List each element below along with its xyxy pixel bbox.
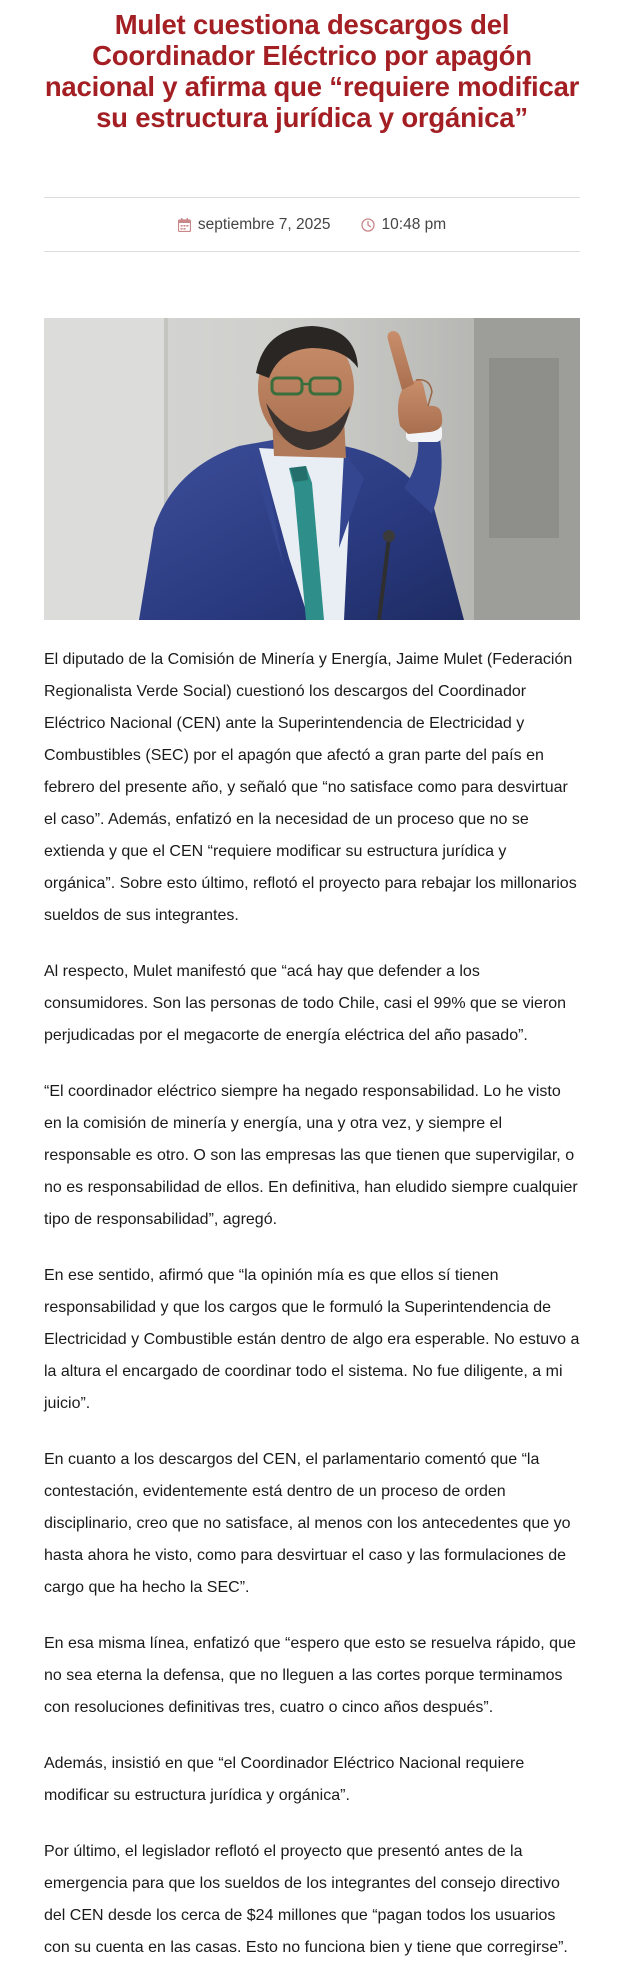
article-body (44, 644, 580, 1964)
paragraph: En cuanto a los descargos del CEN, el parlamentario comentó que “la contestación, evidentemente está dentro de un proceso de orden disciplinario, creo que no satisface, al menos con los antecedentes que yo hasta ahora he visto, como para desvirtuar el caso y las formulaciones de cargo que ha hecho la SEC”. (44, 1451, 571, 1596)
post-date-text: septiembre 7, 2025 (197, 215, 331, 233)
paragraph: Además, insistió en que “el Coordinador Eléctrico Nacional requiere modificar su estructura jurídica y orgánica”. (44, 1755, 525, 1804)
post-meta (44, 197, 580, 252)
article-container (0, 9, 624, 1964)
paragraph: Por último, el legislador reflotó el proyecto que presentó antes de la emergencia para que los sueldos de los integrantes del consejo directivo del CEN desde los cerca de $24 millones que “pagan todos los usuarios con su cuenta en las casas. Esto no funciona bien y tiene que corregirse”. (44, 1843, 568, 1956)
paragraph: En esa misma línea, enfatizó que “espero que esto se resuelva rápido, que no sea eterna la defensa, que no lleguen a las cortes porque terminamos con resoluciones definitivas tres, cuatro o cinco años después”. (44, 1635, 576, 1716)
paragraph: “El coordinador eléctrico siempre ha negado responsabilidad. Lo he visto en la comisión de minería y energía, una y otra vez, y siempre el responsable es otro. O son las empresas las que tienen que supervigilar, o no es responsabilidad de ellos. En definitiva, han eludido siempre cualquier tipo de responsabilidad”, agregó. (44, 1083, 578, 1228)
post-date[interactable] (178, 216, 331, 234)
article-featured-image (44, 318, 580, 620)
article-title: Mulet cuestiona descargos del Coordinador Eléctrico por apagón nacional y afirma que “requiere modificar su estructura jurídica y orgánica” (44, 9, 580, 133)
calendar-icon (178, 218, 191, 232)
clock-icon (361, 218, 375, 232)
paragraph: El diputado de la Comisión de Minería y Energía, Jaime Mulet (Federación Regionalista Verde Social) cuestionó los descargos del Coordinador Eléctrico Nacional (CEN) ante la Superintendencia de Electricidad y Combustibles (SEC) por el apagón que afectó a gran parte del país en febrero del presente año, y señaló que “no satisface como para desvirtuar el caso”. Además, enfatizó en la necesidad de un proceso que no se extienda y que el CEN “requiere modificar su estructura jurídica y orgánica”. Sobre esto último, reflotó el proyecto para rebajar los millonarios sueldos de sus integrantes. (44, 651, 577, 924)
post-time (361, 216, 447, 234)
paragraph: Al respecto, Mulet manifestó que “acá hay que defender a los consumidores. Son las personas de todo Chile, casi el 99% que se vieron perjudicadas por el megacorte de energía eléctrica del año pasado”. (44, 963, 567, 1044)
paragraph: En ese sentido, afirmó que “la opinión mía es que ellos sí tienen responsabilidad y que los cargos que le formuló la Superintendencia de Electricidad y Combustible están dentro de algo era esperable. No estuvo a la altura el encargado de coordinar todo el sistema. No fue diligente, a mi juicio”. (44, 1267, 580, 1412)
post-time-text: 10:48 pm (381, 215, 447, 233)
